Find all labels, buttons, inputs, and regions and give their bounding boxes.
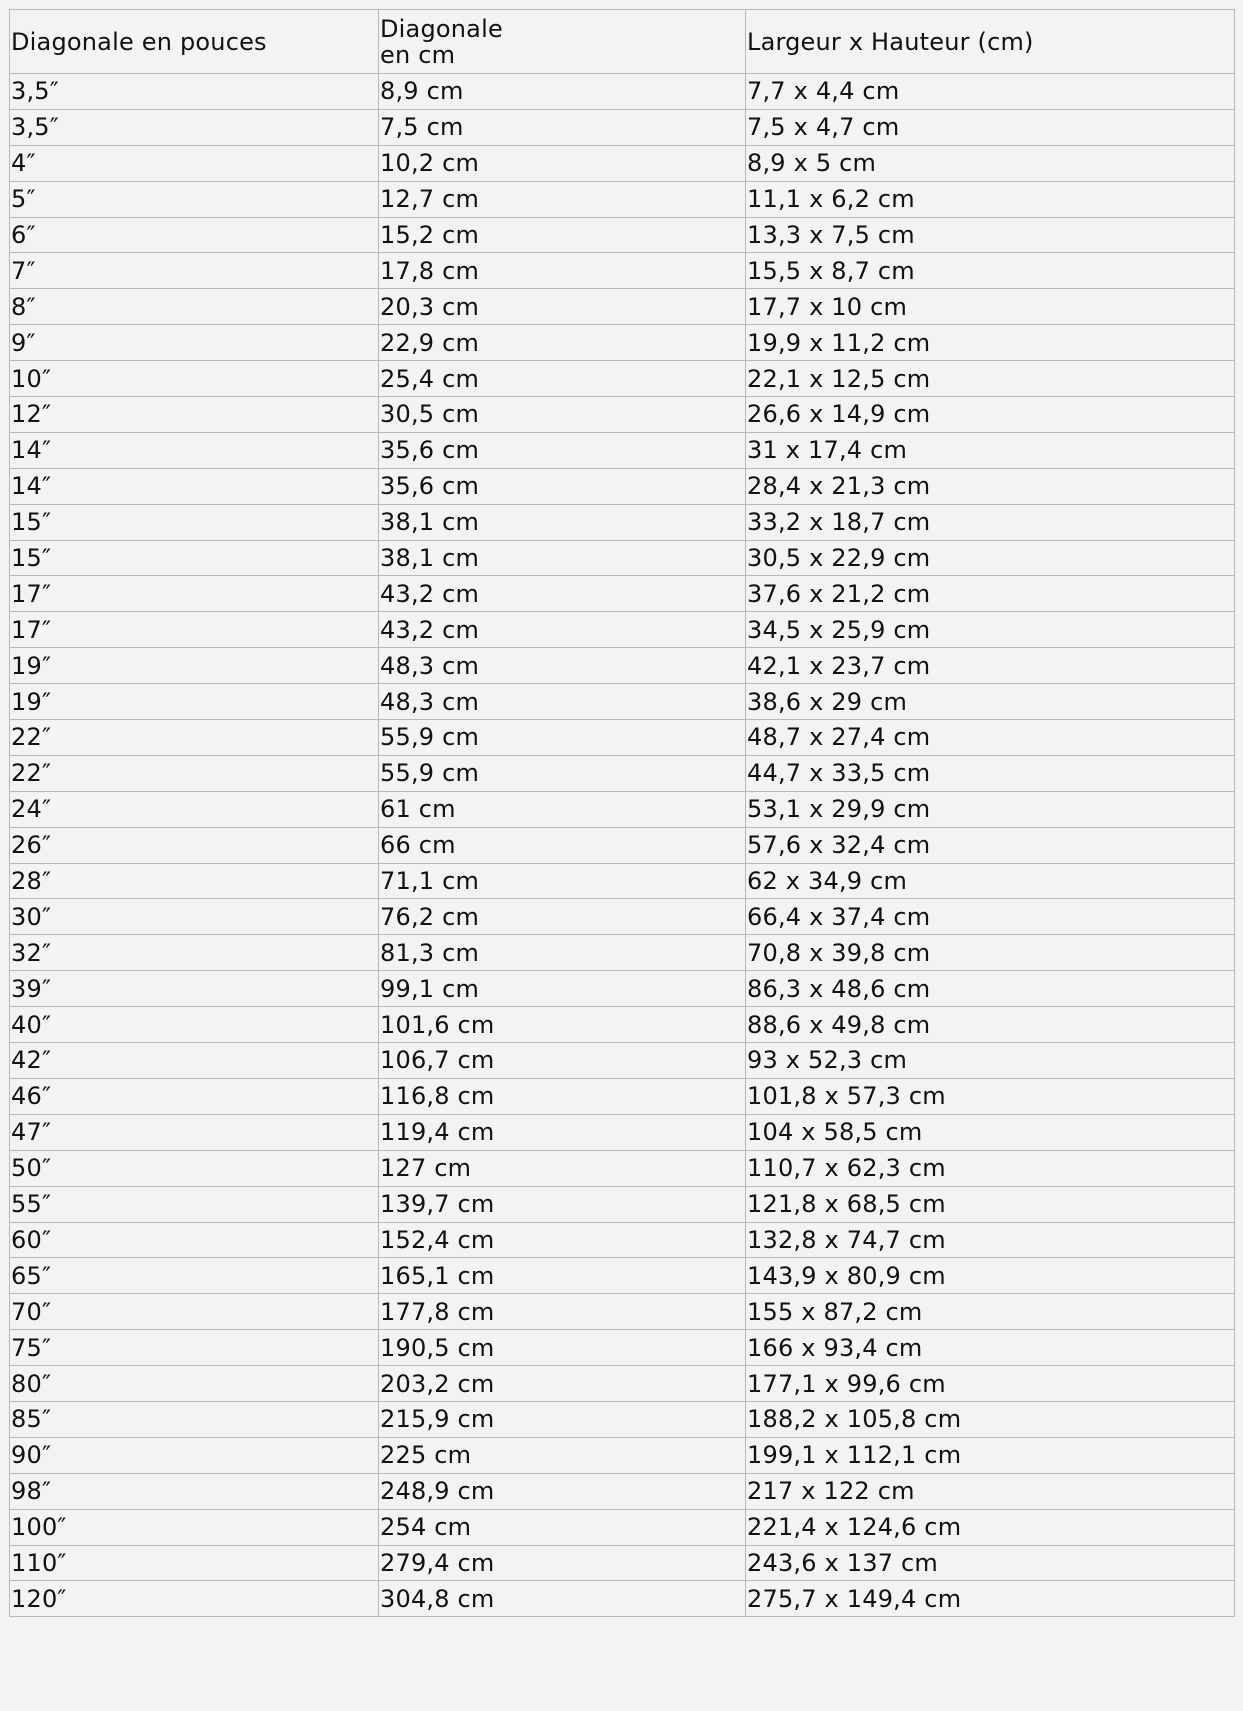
cell-diagonal-inches: 30″ xyxy=(10,899,379,935)
cell-diagonal-inches: 12″ xyxy=(10,397,379,433)
cell-diagonal-cm: 81,3 cm xyxy=(379,935,746,971)
cell-diagonal-inches: 5″ xyxy=(10,181,379,217)
cell-width-height: 132,8 x 74,7 cm xyxy=(746,1222,1235,1258)
cell-diagonal-inches: 70″ xyxy=(10,1294,379,1330)
table-row xyxy=(10,1509,1235,1545)
cell-diagonal-cm: 106,7 cm xyxy=(379,1043,746,1079)
cell-diagonal-cm: 43,2 cm xyxy=(379,612,746,648)
table-row xyxy=(10,1581,1235,1617)
screen-size-table xyxy=(9,9,1235,1617)
table-row xyxy=(10,540,1235,576)
cell-diagonal-cm: 38,1 cm xyxy=(379,504,746,540)
cell-diagonal-inches: 60″ xyxy=(10,1222,379,1258)
table-row xyxy=(10,145,1235,181)
cell-diagonal-inches: 14″ xyxy=(10,432,379,468)
table-row xyxy=(10,253,1235,289)
table-row xyxy=(10,1437,1235,1473)
cell-diagonal-cm: 38,1 cm xyxy=(379,540,746,576)
table-row xyxy=(10,504,1235,540)
table-row xyxy=(10,217,1235,253)
table-body xyxy=(10,74,1235,1617)
cell-diagonal-inches: 19″ xyxy=(10,684,379,720)
cell-diagonal-inches: 39″ xyxy=(10,971,379,1007)
cell-width-height: 13,3 x 7,5 cm xyxy=(746,217,1235,253)
cell-diagonal-inches: 3,5″ xyxy=(10,74,379,110)
cell-diagonal-inches: 65″ xyxy=(10,1258,379,1294)
screen-size-table-container xyxy=(9,9,1234,1617)
cell-width-height: 31 x 17,4 cm xyxy=(746,432,1235,468)
cell-diagonal-inches: 110″ xyxy=(10,1545,379,1581)
cell-width-height: 44,7 x 33,5 cm xyxy=(746,755,1235,791)
table-row xyxy=(10,1294,1235,1330)
cell-diagonal-inches: 90″ xyxy=(10,1437,379,1473)
cell-width-height: 121,8 x 68,5 cm xyxy=(746,1186,1235,1222)
table-row xyxy=(10,1186,1235,1222)
cell-width-height: 243,6 x 137 cm xyxy=(746,1545,1235,1581)
cell-diagonal-inches: 26″ xyxy=(10,827,379,863)
cell-diagonal-cm: 43,2 cm xyxy=(379,576,746,612)
cell-diagonal-inches: 22″ xyxy=(10,755,379,791)
cell-width-height: 62 x 34,9 cm xyxy=(746,863,1235,899)
cell-diagonal-cm: 127 cm xyxy=(379,1150,746,1186)
cell-width-height: 275,7 x 149,4 cm xyxy=(746,1581,1235,1617)
cell-width-height: 217 x 122 cm xyxy=(746,1473,1235,1509)
cell-width-height: 110,7 x 62,3 cm xyxy=(746,1150,1235,1186)
cell-diagonal-inches: 47″ xyxy=(10,1114,379,1150)
table-header-row xyxy=(10,10,1235,74)
cell-width-height: 188,2 x 105,8 cm xyxy=(746,1401,1235,1437)
table-row xyxy=(10,74,1235,110)
cell-diagonal-cm: 225 cm xyxy=(379,1437,746,1473)
cell-width-height: 7,7 x 4,4 cm xyxy=(746,74,1235,110)
cell-width-height: 38,6 x 29 cm xyxy=(746,684,1235,720)
cell-diagonal-inches: 55″ xyxy=(10,1186,379,1222)
cell-diagonal-inches: 17″ xyxy=(10,612,379,648)
table-row xyxy=(10,1401,1235,1437)
cell-diagonal-inches: 40″ xyxy=(10,1007,379,1043)
cell-diagonal-cm: 99,1 cm xyxy=(379,971,746,1007)
table-row xyxy=(10,181,1235,217)
cell-width-height: 166 x 93,4 cm xyxy=(746,1330,1235,1366)
table-row xyxy=(10,397,1235,433)
table-row xyxy=(10,468,1235,504)
cell-diagonal-inches: 7″ xyxy=(10,253,379,289)
cell-diagonal-cm: 7,5 cm xyxy=(379,109,746,145)
cell-width-height: 11,1 x 6,2 cm xyxy=(746,181,1235,217)
cell-width-height: 8,9 x 5 cm xyxy=(746,145,1235,181)
cell-diagonal-inches: 4″ xyxy=(10,145,379,181)
cell-diagonal-cm: 101,6 cm xyxy=(379,1007,746,1043)
cell-diagonal-cm: 35,6 cm xyxy=(379,432,746,468)
cell-diagonal-inches: 42″ xyxy=(10,1043,379,1079)
table-row xyxy=(10,1078,1235,1114)
table-row xyxy=(10,109,1235,145)
cell-diagonal-cm: 61 cm xyxy=(379,791,746,827)
cell-diagonal-inches: 98″ xyxy=(10,1473,379,1509)
cell-diagonal-inches: 75″ xyxy=(10,1330,379,1366)
cell-width-height: 33,2 x 18,7 cm xyxy=(746,504,1235,540)
cell-diagonal-inches: 100″ xyxy=(10,1509,379,1545)
cell-width-height: 48,7 x 27,4 cm xyxy=(746,720,1235,756)
cell-width-height: 86,3 x 48,6 cm xyxy=(746,971,1235,1007)
cell-width-height: 7,5 x 4,7 cm xyxy=(746,109,1235,145)
cell-width-height: 199,1 x 112,1 cm xyxy=(746,1437,1235,1473)
cell-width-height: 30,5 x 22,9 cm xyxy=(746,540,1235,576)
cell-diagonal-cm: 48,3 cm xyxy=(379,648,746,684)
cell-diagonal-inches: 3,5″ xyxy=(10,109,379,145)
cell-width-height: 101,8 x 57,3 cm xyxy=(746,1078,1235,1114)
cell-diagonal-cm: 30,5 cm xyxy=(379,397,746,433)
cell-diagonal-cm: 55,9 cm xyxy=(379,755,746,791)
table-row xyxy=(10,971,1235,1007)
cell-diagonal-inches: 8″ xyxy=(10,289,379,325)
cell-diagonal-inches: 17″ xyxy=(10,576,379,612)
table-row xyxy=(10,1043,1235,1079)
header-width-height: Largeur x Hauteur (cm) xyxy=(746,10,1235,74)
table-row xyxy=(10,612,1235,648)
cell-diagonal-inches: 10″ xyxy=(10,361,379,397)
table-row xyxy=(10,289,1235,325)
table-row xyxy=(10,1330,1235,1366)
cell-width-height: 15,5 x 8,7 cm xyxy=(746,253,1235,289)
table-row xyxy=(10,432,1235,468)
cell-diagonal-inches: 80″ xyxy=(10,1366,379,1402)
table-row xyxy=(10,899,1235,935)
table-row xyxy=(10,1007,1235,1043)
table-row xyxy=(10,1114,1235,1150)
cell-diagonal-cm: 304,8 cm xyxy=(379,1581,746,1617)
cell-diagonal-inches: 15″ xyxy=(10,540,379,576)
cell-diagonal-inches: 14″ xyxy=(10,468,379,504)
cell-diagonal-cm: 17,8 cm xyxy=(379,253,746,289)
cell-width-height: 70,8 x 39,8 cm xyxy=(746,935,1235,971)
cell-width-height: 42,1 x 23,7 cm xyxy=(746,648,1235,684)
cell-diagonal-cm: 177,8 cm xyxy=(379,1294,746,1330)
cell-diagonal-cm: 8,9 cm xyxy=(379,74,746,110)
cell-diagonal-cm: 71,1 cm xyxy=(379,863,746,899)
cell-diagonal-cm: 66 cm xyxy=(379,827,746,863)
cell-width-height: 66,4 x 37,4 cm xyxy=(746,899,1235,935)
cell-diagonal-cm: 55,9 cm xyxy=(379,720,746,756)
header-diagonal-cm: Diagonale en cm xyxy=(379,10,746,74)
table-row xyxy=(10,648,1235,684)
cell-diagonal-cm: 165,1 cm xyxy=(379,1258,746,1294)
cell-diagonal-cm: 139,7 cm xyxy=(379,1186,746,1222)
cell-width-height: 57,6 x 32,4 cm xyxy=(746,827,1235,863)
cell-diagonal-cm: 119,4 cm xyxy=(379,1114,746,1150)
cell-diagonal-cm: 152,4 cm xyxy=(379,1222,746,1258)
cell-width-height: 155 x 87,2 cm xyxy=(746,1294,1235,1330)
table-row xyxy=(10,935,1235,971)
cell-diagonal-inches: 85″ xyxy=(10,1401,379,1437)
table-row xyxy=(10,1150,1235,1186)
header-diagonal-inches: Diagonale en pouces xyxy=(10,10,379,74)
table-row xyxy=(10,755,1235,791)
cell-diagonal-cm: 76,2 cm xyxy=(379,899,746,935)
cell-width-height: 28,4 x 21,3 cm xyxy=(746,468,1235,504)
cell-diagonal-cm: 25,4 cm xyxy=(379,361,746,397)
cell-width-height: 93 x 52,3 cm xyxy=(746,1043,1235,1079)
cell-diagonal-cm: 15,2 cm xyxy=(379,217,746,253)
table-row xyxy=(10,576,1235,612)
table-row xyxy=(10,1366,1235,1402)
table-row xyxy=(10,1222,1235,1258)
cell-diagonal-cm: 20,3 cm xyxy=(379,289,746,325)
cell-width-height: 143,9 x 80,9 cm xyxy=(746,1258,1235,1294)
cell-diagonal-cm: 203,2 cm xyxy=(379,1366,746,1402)
cell-diagonal-inches: 120″ xyxy=(10,1581,379,1617)
cell-width-height: 34,5 x 25,9 cm xyxy=(746,612,1235,648)
table-row xyxy=(10,325,1235,361)
table-row xyxy=(10,791,1235,827)
cell-width-height: 88,6 x 49,8 cm xyxy=(746,1007,1235,1043)
table-row xyxy=(10,863,1235,899)
cell-diagonal-cm: 279,4 cm xyxy=(379,1545,746,1581)
cell-diagonal-cm: 35,6 cm xyxy=(379,468,746,504)
cell-diagonal-inches: 50″ xyxy=(10,1150,379,1186)
table-row xyxy=(10,1545,1235,1581)
cell-diagonal-cm: 10,2 cm xyxy=(379,145,746,181)
cell-diagonal-cm: 190,5 cm xyxy=(379,1330,746,1366)
cell-diagonal-inches: 9″ xyxy=(10,325,379,361)
cell-diagonal-cm: 254 cm xyxy=(379,1509,746,1545)
cell-diagonal-cm: 22,9 cm xyxy=(379,325,746,361)
cell-diagonal-cm: 12,7 cm xyxy=(379,181,746,217)
cell-diagonal-inches: 19″ xyxy=(10,648,379,684)
table-row xyxy=(10,1473,1235,1509)
cell-width-height: 26,6 x 14,9 cm xyxy=(746,397,1235,433)
cell-diagonal-inches: 24″ xyxy=(10,791,379,827)
cell-diagonal-inches: 6″ xyxy=(10,217,379,253)
table-row xyxy=(10,827,1235,863)
cell-width-height: 37,6 x 21,2 cm xyxy=(746,576,1235,612)
cell-diagonal-inches: 46″ xyxy=(10,1078,379,1114)
cell-width-height: 17,7 x 10 cm xyxy=(746,289,1235,325)
table-row xyxy=(10,1258,1235,1294)
cell-diagonal-inches: 28″ xyxy=(10,863,379,899)
cell-diagonal-inches: 32″ xyxy=(10,935,379,971)
cell-width-height: 53,1 x 29,9 cm xyxy=(746,791,1235,827)
cell-diagonal-cm: 116,8 cm xyxy=(379,1078,746,1114)
cell-diagonal-inches: 15″ xyxy=(10,504,379,540)
cell-diagonal-inches: 22″ xyxy=(10,720,379,756)
table-row xyxy=(10,361,1235,397)
table-row xyxy=(10,720,1235,756)
cell-width-height: 177,1 x 99,6 cm xyxy=(746,1366,1235,1402)
cell-width-height: 19,9 x 11,2 cm xyxy=(746,325,1235,361)
cell-diagonal-cm: 48,3 cm xyxy=(379,684,746,720)
cell-width-height: 221,4 x 124,6 cm xyxy=(746,1509,1235,1545)
cell-width-height: 22,1 x 12,5 cm xyxy=(746,361,1235,397)
cell-width-height: 104 x 58,5 cm xyxy=(746,1114,1235,1150)
cell-diagonal-cm: 215,9 cm xyxy=(379,1401,746,1437)
cell-diagonal-cm: 248,9 cm xyxy=(379,1473,746,1509)
table-row xyxy=(10,684,1235,720)
